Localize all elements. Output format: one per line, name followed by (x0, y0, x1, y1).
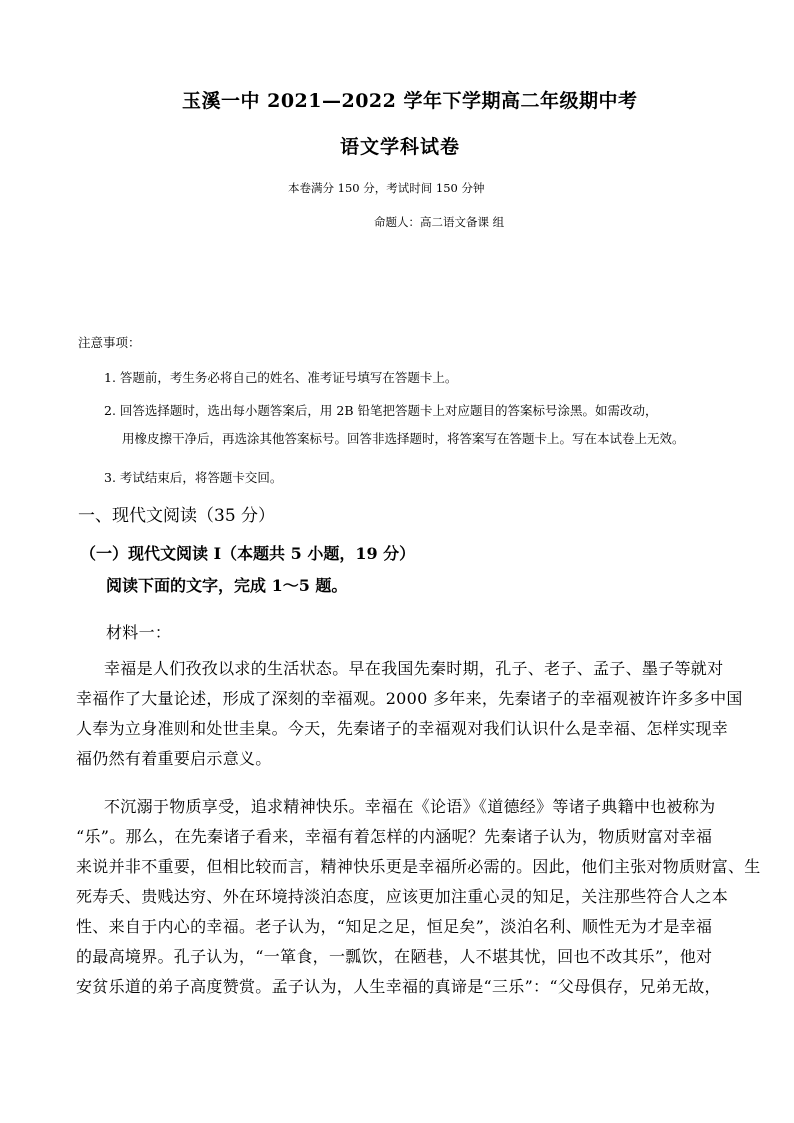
paragraph-line: 安贫乐道的弟子高度赞赏。孟子认为，人生幸福的真谛是“三乐”：“父母俱存，兄弟无故， (76, 977, 721, 996)
notice-item-3: 3. 考试结束后，将答题卡交回。 (104, 470, 283, 485)
notice-heading: 注意事项： (78, 335, 141, 350)
notice-item-2: 2. 回答选择题时，选出每小题答案后，用 2B 铅笔把答题卡上对应题目的答案标号涂黑。如需改动， (104, 403, 658, 418)
paragraph-line: 来说并非不重要，但相比较而言，精神快乐更是幸福所必需的。因此，他们主张对物质财富、生 (76, 857, 761, 876)
exam-subtitle: 语文学科试卷 (340, 136, 461, 158)
reading-instruction: 阅读下面的文字，完成 1～5 题。 (106, 576, 348, 595)
paragraph-line: 幸福是人们孜孜以求的生活状态。早在我国先秦时期，孔子、老子、孟子、墨子等就对 (104, 659, 724, 678)
exam-author: 命题人：高二语文备课 组 (374, 215, 505, 229)
paragraph-line: 的最高境界。孔子认为，“一箪食，一瓢饮，在陋巷，人不堪其忧，回也不改其乐”，他对 (76, 947, 713, 966)
paragraph-line: 不沉溺于物质享受，追求精神快乐。幸福在《论语》《道德经》等诸子典籍中也被称为 (104, 797, 716, 816)
material-label: 材料一： (106, 623, 172, 642)
section-heading: 一、现代文阅读（35 分） (78, 506, 276, 526)
exam-title: 玉溪一中 2021—2022 学年下学期高二年级期中考 (182, 90, 638, 112)
paragraph-line: “乐”。那么，在先秦诸子看来，幸福有着怎样的内涵呢？先秦诸子认为，物质财富对幸福 (76, 827, 713, 846)
paragraph-line: 福仍然有着重要启示意义。 (76, 749, 272, 768)
paragraph-line: 性、来自于内心的幸福。老子认为，“知足之足，恒足矣”，淡泊名利、顺性无为才是幸福 (76, 917, 713, 936)
paragraph-line: 死寿夭、贵贱达穷、外在环境持淡泊态度，应该更加注重心灵的知足，关注那些符合人之本 (76, 887, 729, 906)
notice-item-2-cont: 用橡皮擦干净后，再选涂其他答案标号。回答非选择题时，将答案写在答题卡上。写在本试卷上无效。 (122, 431, 685, 446)
exam-info: 本卷满分 150 分，考试时间 150 分钟 (288, 181, 485, 195)
paragraph-line: 幸福作了大量论述，形成了深刻的幸福观。2000 多年来，先秦诸子的幸福观被许许多多中国 (76, 689, 743, 708)
part-heading: （一）现代文阅读 I（本题共 5 小题，19 分） (80, 544, 416, 563)
notice-item-1: 1. 答题前，考生务必将自己的姓名、准考证号填写在答题卡上。 (104, 370, 458, 385)
paragraph-line: 人奉为立身准则和处世圭臬。今天，先秦诸子的幸福观对我们认识什么是幸福、怎样实现幸 (76, 719, 729, 738)
